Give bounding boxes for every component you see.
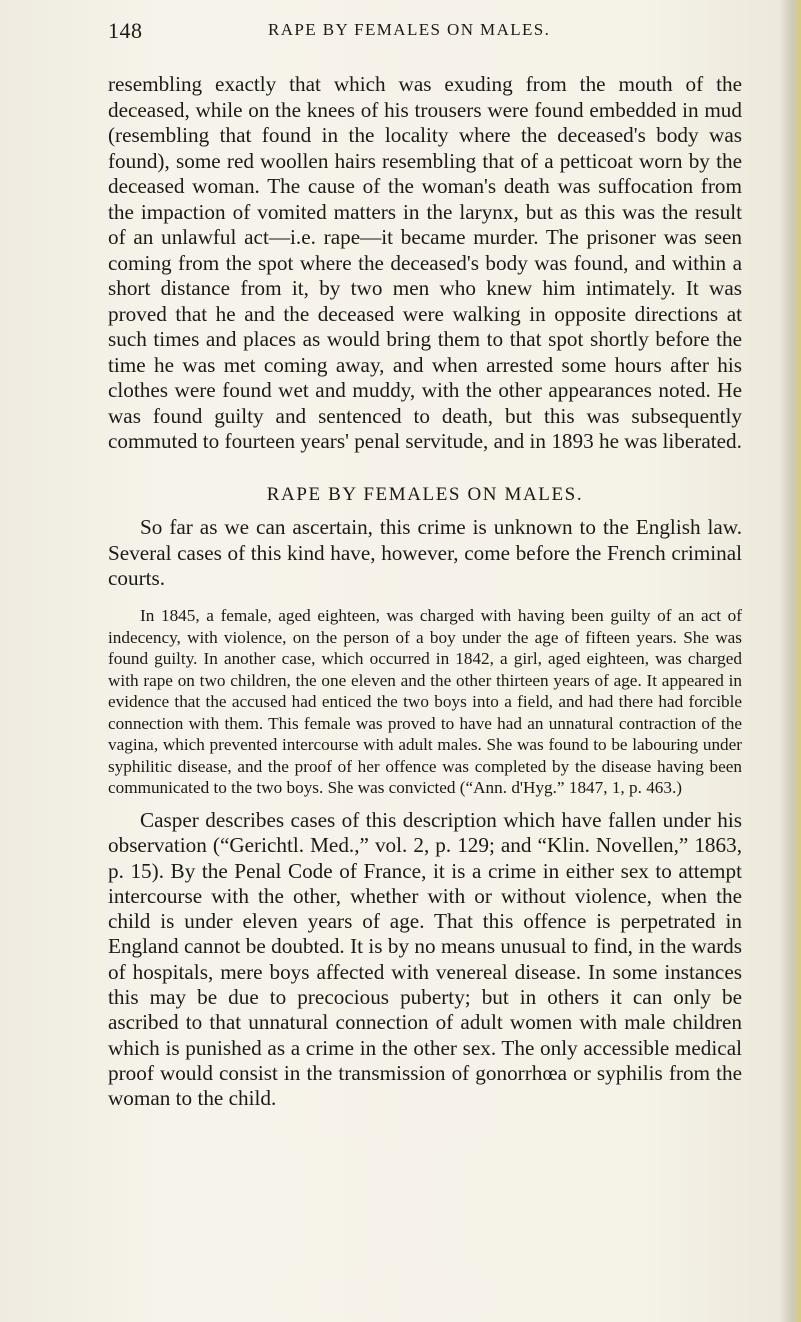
running-head: RAPE BY FEMALES ON MALES. bbox=[268, 20, 551, 39]
paragraph-french-cases: In 1845, a female, aged eighteen, was charged with having been guilty of an act of indecency, with violence, on the person of a boy under the age of fifteen years. She was found guilty. In another case, which occurred in 1842, a girl, aged eighteen, was charged with rape on two children, the one eleven and the other thirteen years of age. It appeared in evidence that the accused had enticed the two boys into a field, and had there had forcible connection with them. This female was proved to have had an unnatural contraction of the vagina, which prevented intercourse with adult males. She was found to be labouring under syphilitic disease, and the proof of her offence was completed by the disease having been communicated to the two boys. She was convicted (“Ann. d'Hyg.” 1847, 1, p. 463.) bbox=[108, 606, 742, 797]
paragraph-casper: Casper describes cases of this description which have fallen under his observation (“Gerichtl. Med.,” vol. 2, p. 129; and “Klin. Novellen,” 1863, p. 15). By the Penal Code of France, it is a crime in either sex to attempt intercourse with the other, whether with or without violence, when the child is under eleven years of age. That this offence is perpetrated in England cannot be doubted. It is by no means unusual to find, in the wards of hospitals, mere boys affected with venereal disease. In some instances this may be due to precocious puberty; but in others it can only be ascribed to that unnatural connection of adult women with male children which is punished as a crime in the other sex. The only accessible medical proof would consist in the transmission of gonorrhœa or syphilis from the woman to the child. bbox=[108, 808, 742, 1111]
paragraph-murder-case: resembling exactly that which was exuding from the mouth of the deceased, while on the knees of his trousers were found embedded in mud (resembling that found in the locality where the deceased's body was found), some red woollen hairs resembling that of a petticoat worn by the deceased woman. The cause of the woman's death was suffocation from the impaction of vomited matters in the larynx, but as this was the result of an unlawful act—i.e. rape—it became murder. The prisoner was seen coming from the spot where the deceased's body was found, and within a short distance from it, by two men who knew him intimately. It was proved that he and the deceased were walking in opposite directions at such times and places as would bring them to that spot shortly before the time he was met coming away, and when arrested some hours after his clothes were found wet and muddy, with the other appearances noted. He was found guilty and sentenced to death, but this was subsequently commuted to fourteen years' penal servitude, and in 1893 he was liberated. bbox=[108, 72, 742, 453]
paragraph-intro: So far as we can ascertain, this crime is unknown to the English law. Several cases of this kind have, however, come before the French criminal courts. bbox=[108, 515, 742, 590]
page-header bbox=[108, 18, 728, 42]
page-edge bbox=[779, 0, 801, 1322]
page-number: 148 bbox=[108, 18, 143, 43]
section-heading: RAPE BY FEMALES ON MALES. bbox=[266, 484, 584, 505]
